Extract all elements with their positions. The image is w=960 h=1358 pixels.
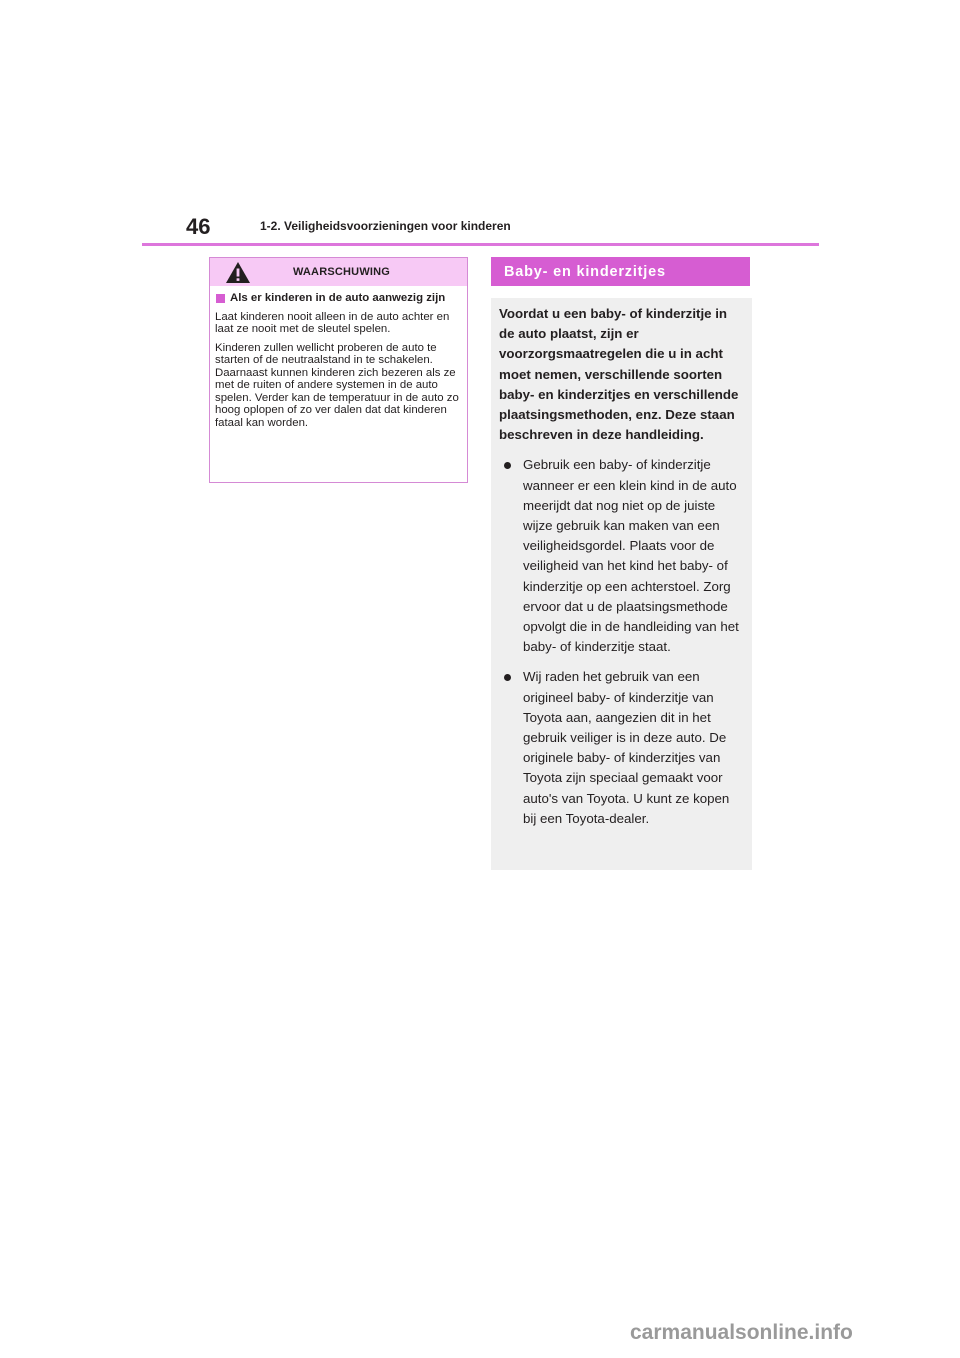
list-item — [499, 667, 742, 829]
list-item — [499, 455, 742, 657]
warning-subheading-text: Als er kinderen in de auto aanwezig zijn — [230, 292, 446, 304]
section-heading: Baby- en kinderzitjes — [491, 257, 750, 286]
warning-title: WAARSCHUWING — [292, 266, 391, 278]
list-item-text: Wij raden het gebruik van een origineel baby- of kinderzitje van Toyota aan, aangezien dit in het gebruik veiliger is in deze auto. De originele baby- of kinderzitjes van Toyota zijn speciaal gemaakt voor auto's van Toyota. U kunt ze kopen bij een Toyota-dealer. — [523, 669, 730, 826]
square-bullet-icon — [216, 294, 225, 303]
warning-paragraph: Laat kinderen nooit alleen in de auto achter en laat ze nooit met de sleutel spelen. — [215, 310, 450, 335]
header-divider — [142, 243, 819, 246]
bullet-dot-icon — [504, 674, 511, 681]
warning-triangle-icon — [225, 261, 251, 284]
watermark: carmanualsonline.info — [630, 1321, 853, 1344]
warning-box — [209, 257, 468, 483]
list-item-text: Gebruik een baby- of kinderzitje wanneer er een klein kind in de auto meerijdt dat nog niet op de juiste wijze gebruik kan maken van een veiligheidsgordel. Plaats voor de veiligheid van het kind het baby- of kinderzitje op een achterstoel. Zorg ervoor dat u de plaatsingsmethode opvolgt die in de handleiding van het baby- of kinderzitje staat. — [523, 457, 739, 655]
warning-header — [210, 258, 467, 286]
warning-subheading — [215, 292, 460, 305]
warning-paragraph: Kinderen zullen wellicht proberen de auto te starten of de neutraalstand in te schakelen. Daarnaast kunnen kinderen zich bezeren als ze met de ruiten of andere systemen in de auto spelen. Verder kan de temperatuur in de auto zo hoog oplopen of zo ver dalen dat dat kinderen fataal kan worden. — [215, 341, 459, 429]
chapter-title: 1-2. Veiligheidsvoorzieningen voor kinderen — [260, 219, 511, 233]
warning-body — [210, 286, 467, 429]
bullet-dot-icon — [504, 462, 511, 469]
intro-paragraph: Voordat u een baby- of kinderzitje in de auto plaatst, zijn er voorzorgsmaatregelen die u in acht moet nemen, verschillende soorten baby- en kinderzitjes en verschillende plaatsingsmethoden, enz. Deze staan beschreven in deze handleiding. — [499, 306, 739, 443]
section-content — [491, 298, 752, 870]
page-number: 46 — [186, 214, 211, 239]
